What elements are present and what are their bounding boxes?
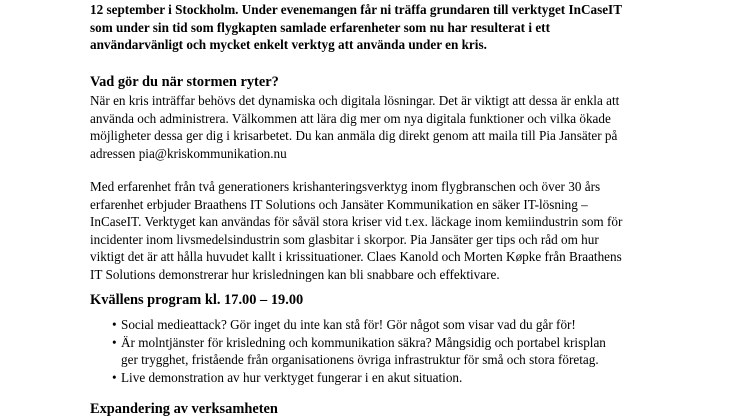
bullet-icon: • bbox=[112, 317, 117, 332]
list-item-line: ger trygghet, fristående från organisationens övriga infrastruktur för små och stora företag. bbox=[121, 352, 599, 367]
bullet-icon: • bbox=[112, 334, 117, 350]
list-item bbox=[90, 316, 690, 334]
experience-paragraph bbox=[90, 178, 622, 283]
section-storm-paragraph bbox=[90, 92, 619, 162]
intro-paragraph bbox=[90, 1, 622, 54]
paragraph-line: När en kris inträffar behövs det dynamiska och digitala lösningar. Det är viktigt att dessa är enkla att bbox=[90, 93, 620, 108]
intro-line: användarvänligt och mycket enkelt verktyg att använda under en kris. bbox=[90, 37, 487, 52]
program-list bbox=[90, 316, 690, 386]
list-item-line: Är molntjänster för krisledning och kommunikation säkra? Mångsidig och portabel krisplan bbox=[121, 334, 606, 350]
paragraph-line: IT Solutions demonstrerar hur krisledningen kan bli snabbare och effektivare. bbox=[90, 266, 500, 282]
section-heading-expansion: Expandering av verksamheten bbox=[90, 401, 278, 417]
paragraph-line: InCaseIT. Verktyget kan användas för såväl stora kriser vid t.ex. läckage inom kemiindustrin som för bbox=[90, 214, 623, 229]
list-item-line: Social medieattack? Gör inget du inte kan stå för! Gör något som visar vad du går för! bbox=[121, 317, 576, 332]
list-item-line: Live demonstration av hur verktyget fungerar i en akut situation. bbox=[121, 369, 463, 385]
paragraph-line: använda och administrera. Välkommen att lära dig mer om nya digitala funktioner och vilka ökade bbox=[90, 110, 611, 126]
paragraph-line: viktigt det är att hålla huvudet kallt i krissituationer. Claes Kanold och Morten Køpke från Braathens bbox=[90, 249, 622, 264]
intro-line: 12 september i Stockholm. Under evenemangen får ni träffa grundaren till verktyget InCaseIT bbox=[90, 2, 622, 17]
intro-line: som under sin tid som flygkapten samlade erfarenheter som nu har resulterat i ett bbox=[90, 19, 550, 35]
paragraph-line: incidenter inom livsmedelsindustrin som glasbitar i skorpor. Pia Jansäter ger tips och råd om hur bbox=[90, 231, 599, 247]
paragraph-line: erfarenhet erbjuder Braathens IT Solutions och Jansäter Kommunikation en säker IT-lösning – bbox=[90, 196, 588, 212]
section-heading-program: Kvällens program kl. 17.00 – 19.00 bbox=[90, 292, 304, 308]
section-heading-storm: Vad gör du när stormen ryter? bbox=[90, 74, 279, 90]
list-item bbox=[90, 369, 690, 387]
paragraph-line: möjligheter dessa ger dig i krisarbetet. Du kan anmäla dig direkt genom att maila till Pia Jansäter på bbox=[90, 128, 618, 143]
bullet-icon: • bbox=[112, 369, 117, 385]
paragraph-line: adressen pia@kriskommunikation.nu bbox=[90, 145, 287, 161]
list-item bbox=[90, 334, 690, 369]
paragraph-line: Med erfarenhet från två generationers krishanteringsverktyg inom flygbranschen och över 30 års bbox=[90, 179, 601, 194]
